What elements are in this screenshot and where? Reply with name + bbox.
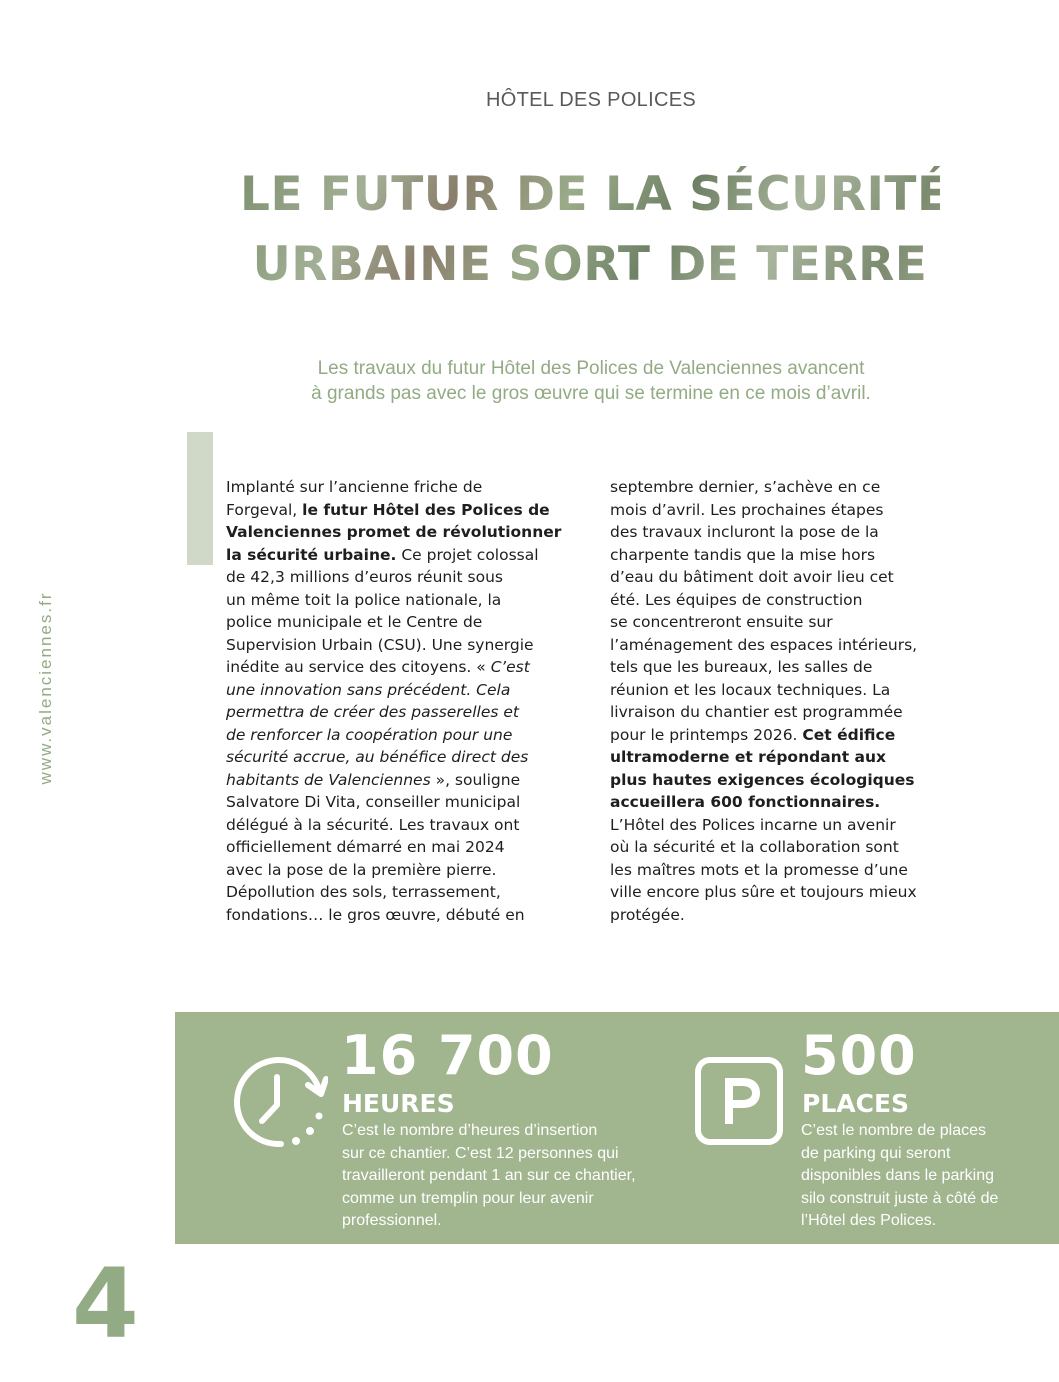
text-line <box>226 544 586 567</box>
text-line: protégée. <box>610 905 685 924</box>
text-line: L’Hôtel des Polices incarne un avenir <box>610 815 896 834</box>
accent-bar <box>187 432 213 565</box>
text-run: inédite au service des citoyens. « <box>226 658 491 676</box>
quote-run: C’est <box>490 658 530 676</box>
desc-line: C’est le nombre de places <box>801 1122 986 1139</box>
desc-line: travailleront pendant 1 an sur ce chantier, <box>342 1167 636 1184</box>
bold-run: accueillera 600 fonctionnaires. <box>610 793 881 811</box>
text-line: mois d’avril. Les prochaines étapes <box>610 500 884 519</box>
quote-run: habitants de Valenciennes <box>226 770 431 789</box>
quote-run: permettra de créer des passerelles et <box>226 703 519 721</box>
desc-line: disponibles dans le parking <box>801 1167 995 1184</box>
quote-run: de renforcer la coopération pour une <box>226 725 513 744</box>
text-line: d’eau du bâtiment doit avoir lieu cet <box>610 568 894 586</box>
text-line: officiellement démarré en mai 2024 <box>226 838 505 856</box>
text-line <box>226 521 586 544</box>
article-column-left <box>226 476 586 926</box>
text-run: Forgeval, <box>226 500 303 519</box>
text-line: un même toit la police nationale, la <box>226 590 502 609</box>
bold-run: ultramoderne et répondant aux <box>610 748 886 766</box>
page-title <box>240 160 950 300</box>
text-line: charpente tandis que la mise hors <box>610 545 876 564</box>
text-line: Implanté sur l’ancienne friche de <box>226 478 483 496</box>
text-line <box>226 656 586 679</box>
text-line: délégué à la sécurité. Les travaux ont <box>226 815 520 834</box>
text-line: des travaux incluront la pose de la <box>610 523 879 541</box>
bold-run: plus hautes exigences écologiques <box>610 770 915 789</box>
clock-icon <box>234 1055 328 1149</box>
text-line <box>226 679 586 702</box>
parking-icon <box>694 1056 784 1146</box>
text-line: tels que les bureaux, les salles de <box>610 658 873 676</box>
text-line <box>226 769 586 792</box>
text-line <box>610 769 970 792</box>
text-line: été. Les équipes de construction <box>610 590 863 609</box>
text-line: Dépollution des sols, terrassement, <box>226 883 501 901</box>
text-line: Salvatore Di Vita, conseiller municipal <box>226 793 521 811</box>
hours-unit: HEURES <box>342 1089 455 1118</box>
title-line-2: URBAINE SORT DE TERRE <box>252 237 928 292</box>
bold-run: Valenciennes promet de révolutionner <box>226 523 562 541</box>
text-line <box>226 746 586 769</box>
page-number: 4 <box>72 1248 139 1360</box>
title-line-1: LE FUTUR DE LA SÉCURITÉ <box>240 167 950 222</box>
text-line: Supervision Urbain (CSU). Une synergie <box>226 635 534 654</box>
text-line: police municipale et le Centre de <box>226 613 483 631</box>
hours-description <box>342 1120 636 1233</box>
text-line <box>226 499 586 522</box>
places-number: 500 <box>801 1024 917 1087</box>
intro-line-2: à grands pas avec le gros œuvre qui se termine en ce mois d’avril. <box>311 383 871 404</box>
intro-paragraph <box>260 356 922 406</box>
text-line <box>610 724 970 747</box>
text-line: les maîtres mots et la promesse d’une <box>610 860 908 879</box>
bold-run: la sécurité urbaine. <box>226 545 397 564</box>
intro-line-1: Les travaux du futur Hôtel des Polices de Valenciennes avancent <box>317 358 865 379</box>
text-line: ville encore plus sûre et toujours mieux <box>610 883 917 901</box>
bold-run: Cet édifice <box>802 725 896 744</box>
text-line <box>226 701 586 724</box>
text-line: réunion et les locaux techniques. La <box>610 680 891 699</box>
desc-line: silo construit juste à côté de <box>801 1189 999 1207</box>
text-line: l’aménagement des espaces intérieurs, <box>610 635 918 654</box>
text-line: de 42,3 millions d’euros réunit sous <box>226 568 504 586</box>
hours-number: 16 700 <box>341 1024 554 1087</box>
text-run: Ce projet colossal <box>396 545 539 564</box>
text-line: septembre dernier, s’achève en ce <box>610 478 881 496</box>
side-website-url: www.valenciennes.fr <box>36 591 55 785</box>
desc-line: professionnel. <box>342 1212 442 1229</box>
desc-line: C’est le nombre d’heures d’insertion <box>342 1122 598 1139</box>
text-run: », souligne <box>430 770 521 789</box>
desc-line: l’Hôtel des Polices. <box>801 1212 937 1229</box>
text-run: pour le printemps 2026. <box>610 725 803 744</box>
text-line: avec la pose de la première pierre. <box>226 860 497 879</box>
text-line <box>610 791 970 814</box>
text-line <box>226 724 586 747</box>
text-line: livraison du chantier est programmée <box>610 703 903 721</box>
quote-run: sécurité accrue, au bénéfice direct des <box>226 748 529 766</box>
text-line: fondations… le gros œuvre, débuté en <box>226 905 525 924</box>
desc-line: de parking qui seront <box>801 1144 951 1162</box>
text-line: se concentreront ensuite sur <box>610 613 833 631</box>
bold-run: le futur Hôtel des Polices de <box>302 500 550 519</box>
text-line: où la sécurité et la collaboration sont <box>610 838 899 856</box>
desc-line: sur ce chantier. C’est 12 personnes qui <box>342 1144 619 1162</box>
article-column-right <box>610 476 970 926</box>
text-line <box>610 746 970 769</box>
desc-line: comme un tremplin pour leur avenir <box>342 1189 594 1207</box>
quote-run: une innovation sans précédent. Cela <box>226 680 511 699</box>
section-kicker: HÔTEL DES POLICES <box>486 89 696 111</box>
places-unit: PLACES <box>802 1089 910 1118</box>
places-description <box>801 1120 998 1233</box>
